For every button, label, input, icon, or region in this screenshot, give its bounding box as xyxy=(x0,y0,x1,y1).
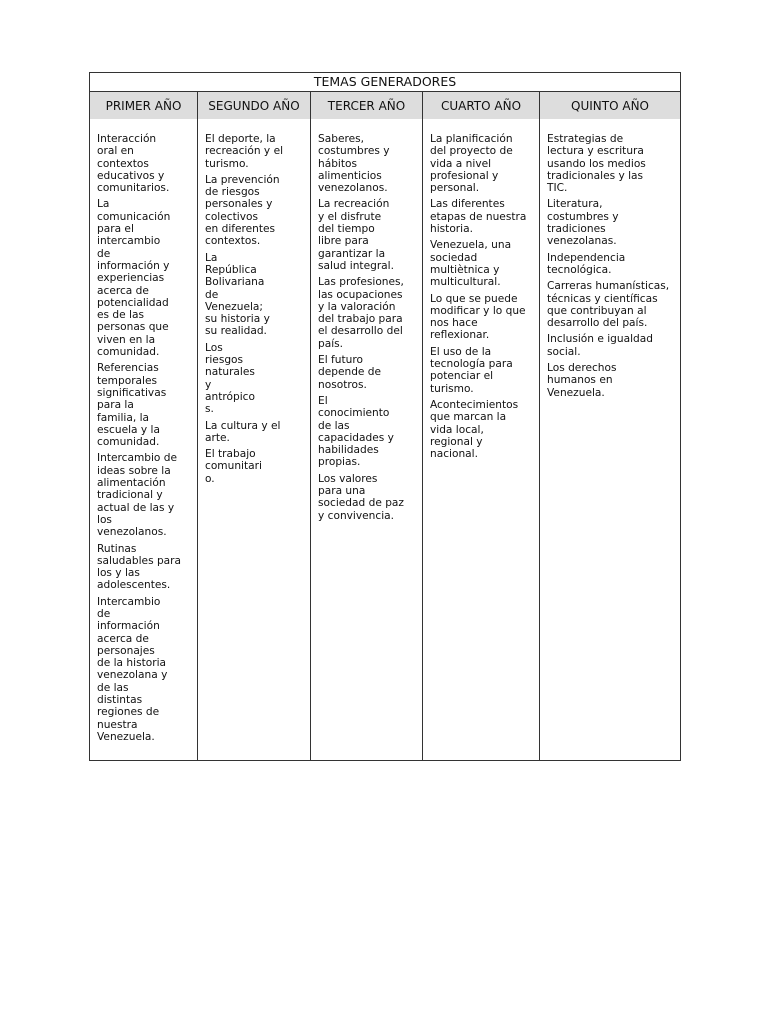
list-item: Las profesiones, las ocupaciones y la valoración del trabajo para el desarrollo del país. xyxy=(318,276,404,350)
list-item: Las diferentes etapas de nuestra historia. xyxy=(430,198,527,236)
header-tercer-ano: TERCER AÑO xyxy=(311,92,423,120)
list-item: Intercambio de ideas sobre la alimentación tradicional y actual de las y los venezolanos. xyxy=(97,452,178,539)
list-item: El futuro depende de nosotros. xyxy=(318,354,382,391)
column-tercer-ano xyxy=(311,119,423,761)
title-row xyxy=(90,73,681,92)
content-row xyxy=(90,119,681,761)
list-item: La recreación y el disfrute del tiempo libre para garantizar la salud integral. xyxy=(318,198,394,272)
header-primer-ano: PRIMER AÑO xyxy=(90,92,198,120)
list-item: Lo que se puede modificar y lo que nos hace reflexionar. xyxy=(430,292,526,342)
list-item: Inclusión e igualdad social. xyxy=(547,333,653,358)
list-item: Carreras humanísticas, técnicas y científicas que contribuyan al desarrollo del país. xyxy=(547,280,670,330)
list-item: Estrategias de lectura y escritura usando los medios tradicionales y las TIC. xyxy=(547,133,646,195)
list-item: La cultura y el arte. xyxy=(205,419,281,444)
header-segundo-ano: SEGUNDO AÑO xyxy=(198,92,311,120)
temas-generadores-table xyxy=(89,72,681,761)
header-cuarto-ano: CUARTO AÑO xyxy=(423,92,540,120)
list-item: Los derechos humanos en Venezuela. xyxy=(547,362,617,399)
list-item: Rutinas saludables para los y las adolescentes. xyxy=(97,542,182,592)
list-item: Los riesgos naturales y antrópico s. xyxy=(205,341,255,416)
list-item: El conocimiento de las capacidades y habilidades propias. xyxy=(318,394,394,469)
list-item: La prevención de riesgos personales y colectivos en diferentes contextos. xyxy=(205,173,280,248)
list-item: La planificación del proyecto de vida a nivel profesional y personal. xyxy=(430,133,513,195)
table-title: TEMAS GENERADORES xyxy=(90,73,681,92)
column-quinto-ano xyxy=(540,119,681,761)
list-item: Interacción oral en contextos educativos y comunitarios. xyxy=(97,133,170,195)
list-item: Independencia tecnológica. xyxy=(547,251,626,276)
list-item: Intercambio de información acerca de personajes de la historia venezolana y de las distintas regiones de nuestra Venezuela. xyxy=(97,595,168,743)
column-segundo-ano xyxy=(198,119,311,761)
list-item: El trabajo comunitari o. xyxy=(205,448,262,485)
list-item: El deporte, la recreación y el turismo. xyxy=(205,133,284,170)
list-item: Saberes, costumbres y hábitos alimenticios venezolanos. xyxy=(318,133,390,195)
list-item: La República Bolivariana de Venezuela; su historia y su realidad. xyxy=(205,251,270,338)
column-cuarto-ano xyxy=(423,119,540,761)
list-item: Literatura, costumbres y tradiciones venezolanas. xyxy=(547,198,619,248)
list-item: Acontecimientos que marcan la vida local, regional y nacional. xyxy=(430,398,519,461)
header-quinto-ano: QUINTO AÑO xyxy=(540,92,681,120)
list-item: Los valores para una sociedad de paz y convivencia. xyxy=(318,472,404,522)
list-item: Referencias temporales significativas para la familia, la escuela y la comunidad. xyxy=(97,362,167,449)
column-primer-ano xyxy=(90,119,198,761)
list-item: La comunicación para el intercambio de información y experiencias acerca de potencialidad es de las personas que viven en la comunidad. xyxy=(97,198,171,359)
list-item: Venezuela, una sociedad multiètnica y multicultural. xyxy=(430,239,512,289)
list-item: El uso de la tecnología para potenciar el turismo. xyxy=(430,345,513,395)
header-row xyxy=(90,92,681,120)
